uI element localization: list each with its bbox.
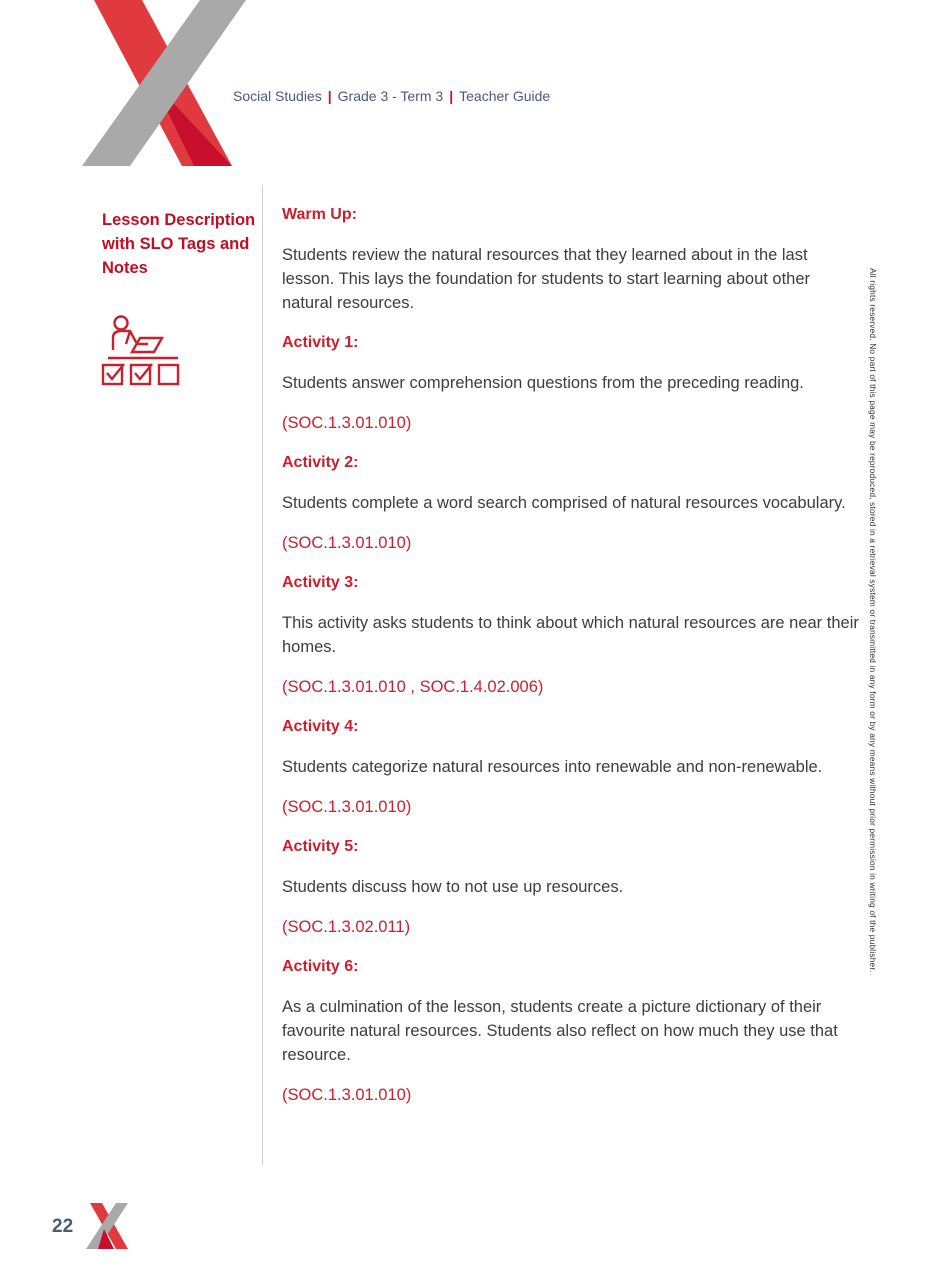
section-activity-3 [282, 571, 862, 699]
section-text: This activity asks students to think about which natural resources are near their homes. [282, 614, 859, 656]
section-text: Students categorize natural resources into renewable and non-renewable. [282, 758, 823, 776]
section-heading: Activity 4: [282, 718, 359, 735]
section-text: As a culmination of the lesson, students create a picture dictionary of their favourite natural resources. Students also reflect on how much they use that resource. [282, 998, 838, 1064]
section-heading: Warm Up: [282, 206, 357, 223]
column-divider [262, 185, 263, 1165]
section-activity-5 [282, 835, 862, 939]
header-separator: | [327, 88, 332, 104]
section-activity-2 [282, 451, 862, 555]
slo-tag: (SOC.1.3.01.010) [282, 798, 412, 816]
slo-tag: (SOC.1.3.01.010 , SOC.1.4.02.006) [282, 678, 544, 696]
header-guide: Teacher Guide [459, 88, 551, 104]
header-subject: Social Studies [233, 88, 322, 104]
brand-logo-small-icon [86, 1203, 128, 1249]
section-activity-1 [282, 331, 862, 435]
lesson-content [282, 203, 862, 1123]
slo-tag: (SOC.1.3.02.011) [282, 918, 411, 936]
slo-tag: (SOC.1.3.01.010) [282, 414, 412, 432]
section-heading: Activity 1: [282, 334, 359, 351]
section-text: Students complete a word search comprised of natural resources vocabulary. [282, 494, 846, 512]
slo-tag: (SOC.1.3.01.010) [282, 1086, 412, 1104]
section-text: Students answer comprehension questions from the preceding reading. [282, 374, 804, 392]
section-warm-up [282, 203, 862, 315]
rights-notice: All rights reserved. No part of this page may be reproduced, stored in a retrieval system or transmitted in any form or by any means without prior permission in writing of the publisher. [868, 268, 878, 973]
header-grade-term: Grade 3 - Term 3 [337, 88, 444, 104]
section-activity-6 [282, 955, 862, 1107]
section-heading: Activity 3: [282, 574, 359, 591]
sidebar-title: Lesson Description with SLO Tags and Notes [102, 211, 256, 277]
teacher-checklist-icon [100, 314, 184, 388]
section-activity-4 [282, 715, 862, 819]
section-heading: Activity 2: [282, 454, 359, 471]
header-separator: | [449, 88, 454, 104]
brand-logo-icon [82, 0, 246, 166]
section-text: Students discuss how to not use up resources. [282, 878, 624, 896]
slo-tag: (SOC.1.3.01.010) [282, 534, 412, 552]
section-text: Students review the natural resources that they learned about in the last lesson. This lays the foundation for students to start learning about other natural resources. [282, 246, 811, 312]
header-breadcrumb [233, 88, 550, 104]
section-heading: Activity 6: [282, 958, 359, 975]
section-heading: Activity 5: [282, 838, 359, 855]
page-number: 22 [52, 1216, 74, 1237]
